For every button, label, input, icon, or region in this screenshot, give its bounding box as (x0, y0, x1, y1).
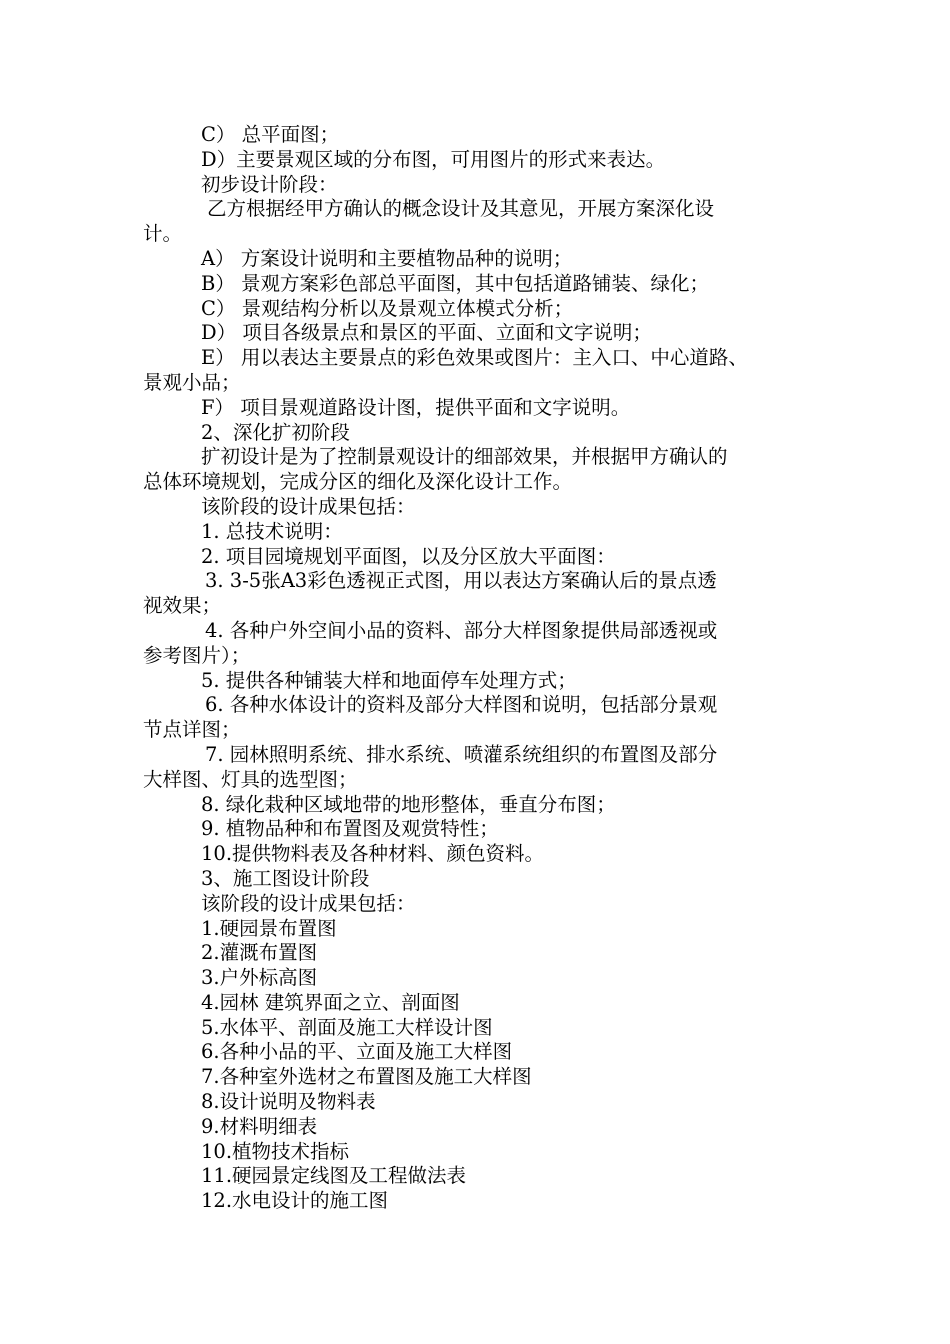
list-item-d-distribution: D）主要景观区域的分布图，可用图片的形式来表达。 (201, 147, 666, 171)
list-item: 9.材料明细表 (201, 1114, 318, 1138)
list-item: F） 项目景观道路设计图，提供平面和文字说明。 (201, 395, 631, 419)
list-item: 7. 园林照明系统、排水系统、喷灌系统组织的布置图及部分 (205, 742, 718, 766)
list-item: 2. 项目园境规划平面图，以及分区放大平面图： (201, 544, 616, 568)
paragraph-line: 计。 (143, 222, 183, 246)
list-item: 3.户外标高图 (201, 966, 318, 990)
list-item-continuation: 景观小品； (143, 370, 241, 394)
list-item: 10.提供物料表及各种材料、颜色资料。 (201, 842, 545, 866)
list-item: D） 项目各级景点和景区的平面、立面和文字说明； (201, 321, 652, 345)
paragraph-line: 该阶段的设计成果包括： (201, 891, 416, 915)
list-item: 10.植物技术指标 (201, 1139, 350, 1163)
list-item-continuation: 视效果； (143, 594, 222, 618)
paragraph-line: 该阶段的设计成果包括： (201, 494, 416, 518)
list-item: 9. 植物品种和布置图及观赏特性； (201, 817, 499, 841)
list-item: 8. 绿化栽种区域地带的地形整体，垂直分布图； (201, 792, 616, 816)
list-item: 1.硬园景布置图 (201, 916, 337, 940)
list-item: E） 用以表达主要景点的彩色效果或图片：主入口、中心道路、 (201, 346, 748, 370)
list-item: A） 方案设计说明和主要植物品种的说明； (201, 246, 573, 270)
list-item: 3. 3-5张A3彩色透视正式图，用以表达方案确认后的景点透 (205, 569, 717, 593)
paragraph-line: 乙方根据经甲方确认的概念设计及其意见，开展方案深化设 (207, 197, 715, 221)
list-item: 6.各种小品的平、立面及施工大样图 (201, 1040, 513, 1064)
document-body (143, 123, 833, 1214)
list-item: 4.园林 建筑界面之立、剖面图 (201, 990, 460, 1014)
list-item-c-plan: C） 总平面图； (201, 123, 340, 146)
section-heading-construction: 3、施工图设计阶段 (201, 866, 370, 890)
list-item: 2.灌溉布置图 (201, 941, 318, 965)
list-item: 8.设计说明及物料表 (201, 1090, 376, 1114)
list-item: 5.水体平、剖面及施工大样设计图 (201, 1015, 493, 1039)
paragraph-line: 扩初设计是为了控制景观设计的细部效果，并根据甲方确认的 (201, 445, 728, 469)
paragraph-line: 总体环境规划，完成分区的细化及深化设计工作。 (143, 470, 573, 494)
section-heading-expanded: 2、深化扩初阶段 (201, 420, 350, 444)
list-item: 1. 总技术说明： (201, 519, 343, 543)
list-item: 4. 各种户外空间小品的资料、部分大样图象提供局部透视或 (205, 618, 718, 642)
list-item: 5. 提供各种铺装大样和地面停车处理方式； (201, 668, 577, 692)
section-heading-preliminary: 初步设计阶段： (201, 172, 338, 196)
list-item: C） 景观结构分析以及景观立体模式分析； (201, 296, 574, 320)
list-item-continuation: 节点详图； (143, 718, 241, 742)
list-item-continuation: 大样图、灯具的选型图； (143, 767, 358, 791)
list-item: 12.水电设计的施工图 (201, 1189, 389, 1213)
list-item: 6. 各种水体设计的资料及部分大样图和说明，包括部分景观 (205, 693, 718, 717)
list-item: 7.各种室外选材之布置图及施工大样图 (201, 1065, 532, 1089)
list-item: B） 景观方案彩色部总平面图，其中包括道路铺装、绿化； (201, 271, 710, 295)
list-item: 11.硬园景定线图及工程做法表 (201, 1164, 467, 1188)
list-item-continuation: 参考图片）； (143, 643, 251, 667)
